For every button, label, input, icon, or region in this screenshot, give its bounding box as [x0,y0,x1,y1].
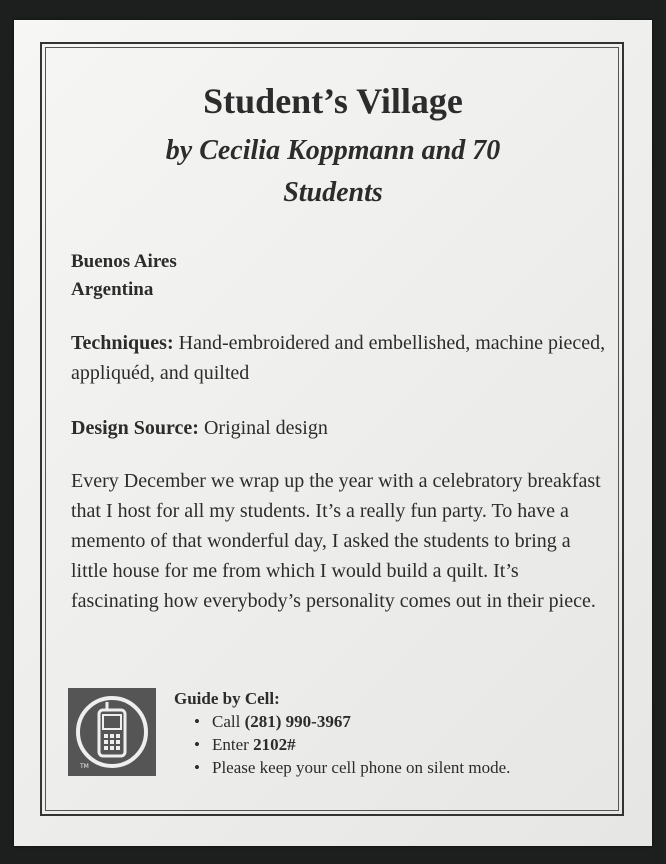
design-source-label: Design Source: [71,417,199,439]
quilt-title: Student’s Village [203,81,463,121]
enter-prefix: Enter [212,735,254,754]
guide-list [174,710,510,779]
placard-paper [14,20,652,846]
call-prefix: Call [212,712,245,731]
design-source-value: Original design [203,417,328,439]
location-country: Argentina [71,279,154,300]
location-city: Buenos Aires [71,251,177,272]
guide-call-item [212,710,510,733]
techniques-paragraph [71,328,611,388]
guide-by-cell [64,688,604,788]
techniques-value: Hand-embroidered and embellished, machine pieced, appliquéd, and quilted [71,332,606,384]
guide-silent-item: • Please keep your cell phone on silent mode. [212,756,510,779]
subtitle-line-2: Students [283,177,383,208]
subtitle-line-1: by Cecilia Koppmann and 70 [165,135,501,166]
cell-phone-icon [68,688,156,776]
techniques-label: Techniques: [71,332,174,354]
guide-title: Guide by Cell: [174,689,280,708]
design-source-paragraph [71,413,611,443]
call-number: (281) 990-3967 [244,712,351,731]
guide-text [174,688,510,779]
trademark-mark: TM [80,763,89,770]
enter-code: 2102# [253,735,296,754]
story-paragraph: Every December we wrap up the year with a celebratory breakfast that I host for all my students. It’s a really fun party. To have a memento of that wonderful day, I asked the students to bring a little house for me from which I would build a quilt. It’s fascinating how everybody’s personality comes out in their piece. [71,470,601,612]
location [71,248,177,304]
guide-enter-item [212,733,510,756]
quilt-subtitle [14,130,652,214]
cell-phone-icon-graphic [72,692,152,772]
